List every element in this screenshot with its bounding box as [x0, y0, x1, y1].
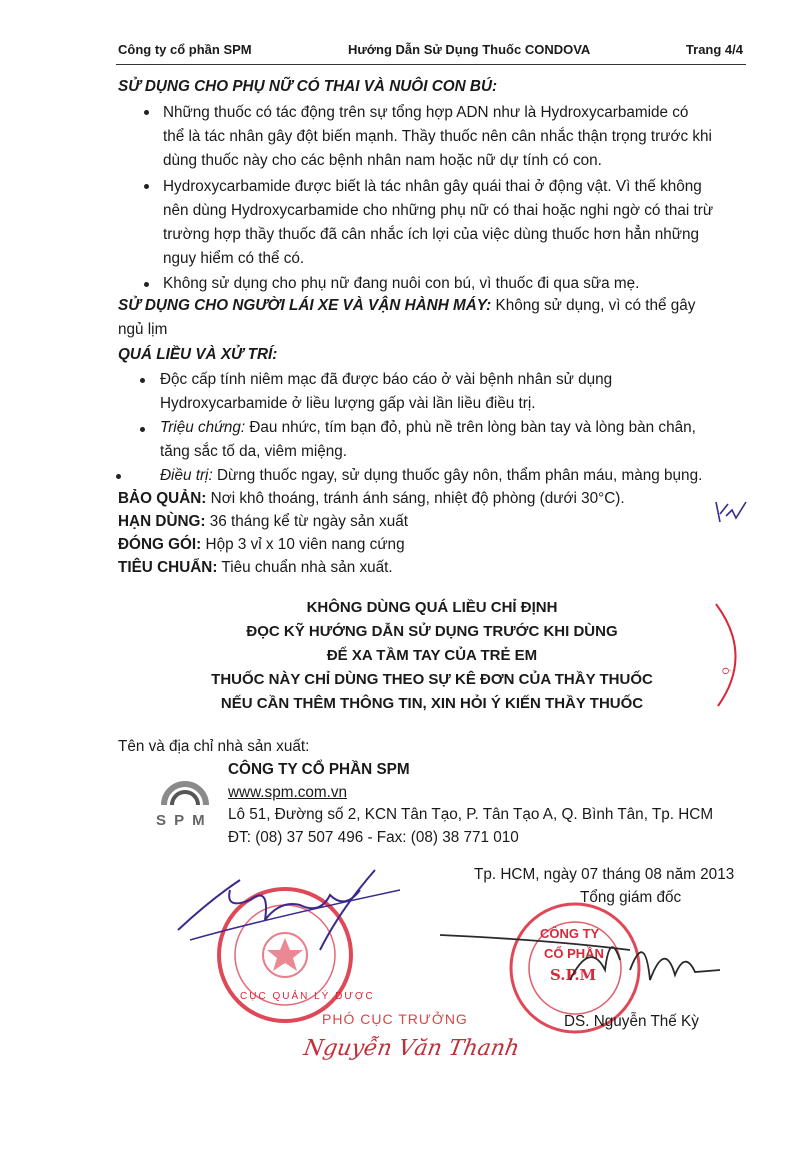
symptoms-text: Đau nhức, tím bạn đỏ, phù nề trên lòng bàn tay và lòng bàn chân,	[249, 419, 696, 436]
warning-line-5: NẾU CẦN THÊM THÔNG TIN, XIN HỎI Ý KIẾN THẦY THUỐC	[220, 695, 644, 712]
svg-text:Ó: Ó	[720, 666, 732, 676]
bullet-icon	[140, 378, 145, 383]
standard-label: TIÊU CHUẨN:	[118, 559, 218, 576]
director-signature	[430, 910, 730, 1010]
manufacturer-phone: ĐT: (08) 37 507 496 - Fax: (08) 38 771 010	[228, 829, 519, 846]
treatment-label: Điều trị:	[160, 467, 213, 484]
overdose-bullet1-line2: Hydroxycarbamide ở liều lượng gấp vài lần liều điều trị.	[160, 395, 536, 412]
warning-line-3: ĐỂ XA TẦM TAY CỦA TRẺ EM	[326, 647, 538, 664]
overdose-bullet1-line1: Độc cấp tính niêm mạc đã được báo cáo ở vài bệnh nhân sử dụng	[160, 371, 613, 388]
packaging-line	[118, 533, 405, 557]
company-stamp-line3: S.P.M	[550, 966, 597, 984]
expiry-line	[118, 510, 408, 534]
storage-line	[118, 487, 625, 511]
overdose-heading: QUÁ LIỀU VÀ XỬ TRÍ:	[118, 346, 278, 363]
pregnancy-heading: SỬ DỤNG CHO PHỤ NỮ CÓ THAI VÀ NUÔI CON BÚ:	[118, 78, 498, 95]
header-company: Công ty cổ phần SPM	[118, 42, 252, 57]
pregnancy-bullet1-line2: thể là tác nhân gây đột biến mạnh. Thầy thuốc nên cân nhắc thận trọng trước khi	[163, 128, 712, 145]
place-date: Tp. HCM, ngày 07 tháng 08 năm 2013	[474, 866, 735, 883]
bullet-icon	[144, 282, 149, 287]
margin-stamp-arc	[696, 600, 756, 710]
warning-line-4: THUỐC NÀY CHỈ DÙNG THEO SỰ KÊ ĐƠN CỦA THẦY THUỐC	[211, 671, 653, 688]
official-name: Nguyễn Văn Thanh	[301, 1036, 522, 1061]
standard-line	[118, 556, 393, 580]
packaging-text: Hộp 3 vỉ x 10 viên nang cứng	[205, 536, 405, 553]
manufacturer-website[interactable]: www.spm.com.vn	[228, 784, 347, 801]
signer-position: Tổng giám đốc	[580, 889, 682, 906]
driving-heading: SỬ DỤNG CHO NGƯỜI LÁI XE VÀ VẬN HÀNH MÁY:	[118, 297, 492, 314]
warning-block	[116, 596, 748, 716]
signer-name: DS. Nguyễn Thế Kỳ	[564, 1013, 699, 1030]
driving-text-cont: ngủ lịm	[118, 321, 168, 338]
bullet-icon	[140, 427, 145, 432]
storage-label: BẢO QUẢN:	[118, 490, 207, 507]
packaging-label: ĐÓNG GÓI:	[118, 536, 202, 553]
driving-text: Không sử dụng, vì có thể gây	[495, 297, 696, 314]
pregnancy-bullet2-line1: Hydroxycarbamide được biết là tác nhân gây quái thai ở động vật. Vì thế không	[163, 178, 702, 195]
header-title: Hướng Dẫn Sử Dụng Thuốc CONDOVA	[348, 42, 591, 57]
manufacturer-name: CÔNG TY CỔ PHẦN SPM	[228, 761, 410, 778]
header-rule	[116, 64, 746, 65]
overdose-treatment	[160, 464, 702, 488]
bullet-icon	[116, 474, 121, 479]
pregnancy-bullet2-line4: nguy hiểm có thể có.	[163, 250, 305, 267]
warning-line-1: KHÔNG DÙNG QUÁ LIỀU CHỈ ĐỊNH	[306, 599, 558, 616]
spm-logo-icon	[150, 775, 220, 835]
warning-line-2: ĐỌC KỸ HƯỚNG DẪN SỬ DỤNG TRƯỚC KHI DÙNG	[246, 623, 618, 640]
official-signature	[170, 860, 410, 970]
page-header	[118, 42, 743, 60]
pregnancy-bullet3: Không sử dụng cho phụ nữ đang nuôi con bú, vì thuốc đi qua sữa mẹ.	[163, 275, 640, 292]
pregnancy-bullet1-line1: Những thuốc có tác động trên sự tổng hợp ADN như là Hydroxycarbamide có	[163, 104, 689, 121]
company-stamp-line2: CỔ PHẦN	[544, 946, 604, 961]
header-page-number: Trang 4/4	[685, 42, 743, 57]
pregnancy-bullet1-line3: dùng thuốc này cho các bệnh nhân nam hoặc nữ dự tính có con.	[163, 152, 602, 169]
symptoms-label: Triệu chứng:	[160, 419, 246, 436]
bullet-icon	[144, 110, 149, 115]
manufacturer-label: Tên và địa chỉ nhà sản xuất:	[118, 738, 310, 755]
official-title: PHÓ CỤC TRƯỞNG	[322, 1011, 468, 1027]
initials-mark	[712, 496, 752, 526]
bullet-icon	[144, 184, 149, 189]
pregnancy-bullet2-line2: nên dùng Hydroxycarbamide cho những phụ nữ có thai hoặc nghi ngờ có thai trừ	[163, 202, 714, 219]
storage-text: Nơi khô thoáng, tránh ánh sáng, nhiệt độ phòng (dưới 30°C).	[210, 490, 625, 507]
driving-line1	[118, 294, 695, 318]
standard-text: Tiêu chuẩn nhà sản xuất.	[221, 559, 393, 576]
manufacturer-address: Lô 51, Đường số 2, KCN Tân Tạo, P. Tân Tạo A, Q. Bình Tân, Tp. HCM	[228, 806, 714, 823]
company-stamp-line1: CÔNG TY	[540, 926, 600, 941]
office-stamp-ring-text: CỤC QUẢN LÝ DƯỢC	[240, 991, 375, 1002]
treatment-text: Dừng thuốc ngay, sử dụng thuốc gây nôn, thẩm phân máu, màng bụng.	[216, 467, 703, 484]
expiry-label: HẠN DÙNG:	[118, 513, 206, 530]
overdose-symptoms-line2: tăng sắc tố da, viêm miệng.	[160, 443, 348, 460]
pregnancy-bullet2-line3: trường hợp thầy thuốc đã cân nhắc ích lợi của việc dùng thuốc hơn hẳn những	[163, 226, 699, 243]
overdose-symptoms-line1	[160, 416, 696, 440]
logo-text: S P M	[156, 812, 207, 829]
expiry-text: 36 tháng kể từ ngày sản xuất	[209, 513, 408, 530]
